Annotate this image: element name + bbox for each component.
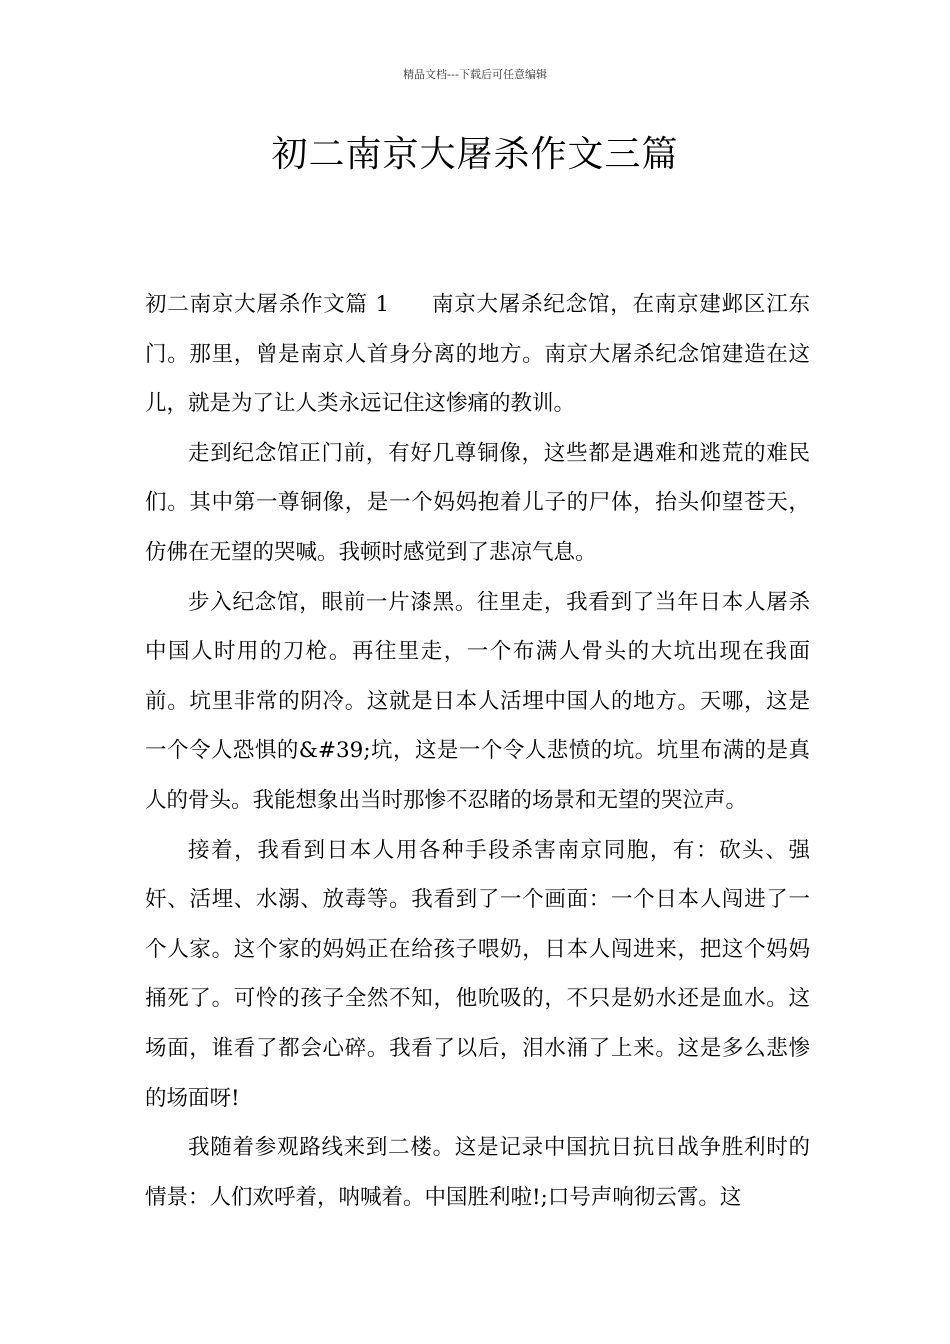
- page-header: 精品文档---下载后可任意编辑: [403, 68, 547, 81]
- paragraph-2: 走到纪念馆正门前，有好几尊铜像，这些都是遇难和逃荒的难民们。其中第一尊铜像，是一个妈妈抱着儿子的尸体，抬头仰望苍天，仿佛在无望的哭喊。我顿时感觉到了悲凉气息。: [145, 440, 810, 565]
- document-title: 初二南京大屠杀作文三篇: [271, 134, 679, 175]
- paragraph-4: 接着，我看到日本人用各种手段杀害南京同胞，有：砍头、强奸、活埋、水溺、放毒等。我看到了一个画面：一个日本人闯进了一个人家。这个家的妈妈正在给孩子喂奶，日本人闯进来，把这个妈妈捅死了。可怜的孩子全然不知，他吮吸的，不只是奶水还是血水。这场面，谁看了都会心碎。我看了以后，泪水涌了上来。这是多么悲惨的场面呀!: [145, 837, 810, 1111]
- paragraph-5: 我随着参观路线来到二楼。这是记录中国抗日抗日战争胜利时的情景：人们欢呼着，呐喊着。中国胜利啦!;口号声响彻云霄。这: [145, 1135, 810, 1210]
- paragraph-1-text: 南京大屠杀纪念馆，在南京建邺区江东门。那里，曾是南京人首身分离的地方。南京大屠杀纪念馆建造在这儿，就是为了让人类永远记住这惨痛的教训。: [145, 292, 810, 417]
- essay-label: 初二南京大屠杀作文篇 1: [145, 292, 390, 317]
- paragraph-3: 步入纪念馆，眼前一片漆黑。往里走，我看到了当年日本人屠杀中国人时用的刀枪。再往里走，一个布满人骨头的大坑出现在我面前。坑里非常的阴冷。这就是日本人活埋中国人的地方。天哪，这是一个令人恐惧的&#39;坑，这是一个令人悲愤的坑。坑里布满的是真人的骨头。我能想象出当时那惨不忍睹的场景和无望的哭泣声。: [145, 589, 810, 813]
- document-body: [145, 280, 810, 1222]
- paragraph-1: [145, 280, 810, 429]
